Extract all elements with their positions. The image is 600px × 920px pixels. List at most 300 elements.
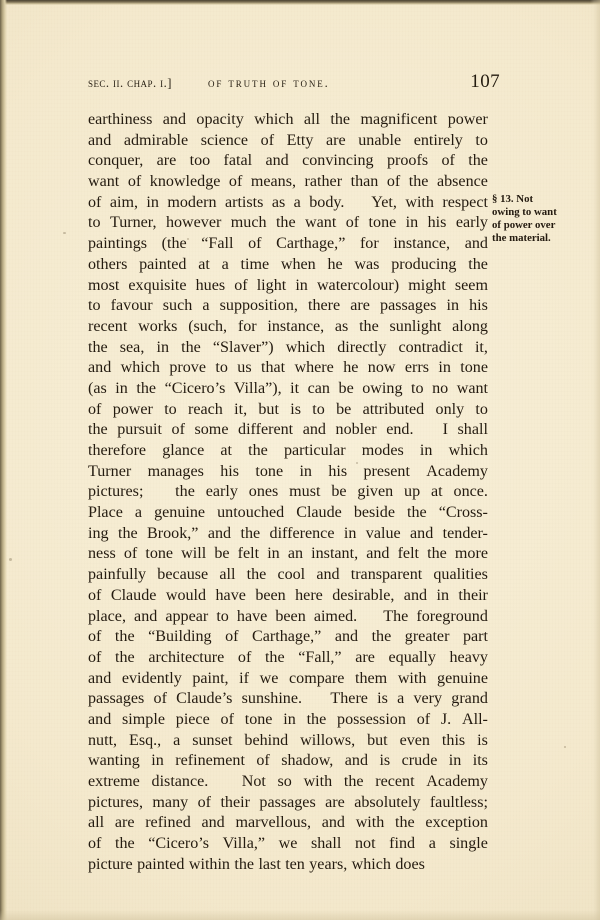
word: appear bbox=[165, 607, 209, 625]
ink-speck bbox=[564, 746, 566, 748]
word: Academy bbox=[426, 462, 488, 480]
word: pursuit bbox=[117, 421, 162, 439]
word: different bbox=[238, 421, 294, 439]
word: the bbox=[408, 173, 429, 191]
word: the bbox=[264, 648, 285, 666]
word: time bbox=[240, 255, 270, 273]
text-line bbox=[88, 193, 488, 214]
word: been bbox=[275, 607, 306, 625]
text-line bbox=[88, 772, 488, 793]
word: the bbox=[468, 255, 488, 273]
word: producing bbox=[391, 255, 457, 273]
text-line bbox=[88, 151, 488, 172]
word: tone bbox=[145, 545, 174, 563]
word: for bbox=[359, 235, 379, 253]
word: such bbox=[162, 297, 193, 315]
word: with bbox=[355, 814, 385, 832]
running-head-section: sec. ii. chap. i.] bbox=[88, 76, 172, 90]
word: “Cross- bbox=[438, 504, 488, 522]
word: The bbox=[383, 607, 409, 625]
word: Turner, bbox=[109, 214, 157, 232]
text-line bbox=[88, 689, 488, 710]
word: painted bbox=[139, 255, 187, 273]
word: (as bbox=[88, 379, 107, 397]
margin-note-line: the material. bbox=[492, 232, 551, 245]
word: others bbox=[88, 255, 128, 273]
word: Claude’s bbox=[176, 690, 233, 708]
word: to bbox=[411, 379, 424, 397]
word: ten bbox=[285, 855, 305, 873]
word: are bbox=[355, 648, 375, 666]
text-line bbox=[88, 793, 488, 814]
word: knowledge bbox=[149, 173, 221, 191]
word: given bbox=[357, 483, 394, 501]
word: ones bbox=[248, 483, 279, 501]
word: There bbox=[330, 690, 368, 708]
word: a bbox=[202, 297, 210, 315]
word: fatal bbox=[223, 152, 253, 170]
word: in bbox=[343, 524, 357, 542]
word: with bbox=[397, 669, 427, 687]
word: transparent bbox=[350, 566, 423, 584]
word: and bbox=[366, 545, 390, 563]
word: no bbox=[432, 379, 449, 397]
word: a bbox=[397, 690, 405, 708]
word: “Slaver”) bbox=[212, 338, 274, 356]
word: of bbox=[386, 173, 401, 191]
word: is bbox=[377, 690, 388, 708]
word: qualities bbox=[433, 566, 488, 584]
word: therefore bbox=[88, 442, 147, 459]
word: in bbox=[146, 193, 159, 211]
word: pictures; bbox=[88, 483, 144, 501]
word: rather bbox=[304, 173, 343, 191]
word: conquer, bbox=[88, 152, 144, 170]
word: nobler bbox=[335, 421, 377, 439]
word: “Cicero’s bbox=[148, 835, 210, 853]
word: which bbox=[254, 111, 294, 128]
word: than bbox=[350, 173, 379, 191]
word: and bbox=[403, 586, 428, 604]
word: greater bbox=[404, 628, 450, 646]
word: of bbox=[234, 276, 248, 294]
word: instant, bbox=[311, 545, 359, 563]
word: nutt, bbox=[88, 731, 118, 749]
word: the bbox=[248, 442, 268, 459]
word: it, bbox=[474, 338, 488, 356]
word: errs bbox=[404, 359, 429, 377]
word: at bbox=[431, 483, 443, 501]
word: but bbox=[367, 731, 388, 749]
word: might bbox=[408, 276, 446, 294]
word: once. bbox=[453, 483, 488, 501]
word: of bbox=[256, 752, 270, 770]
word: “Fall bbox=[201, 235, 234, 253]
word: a bbox=[293, 193, 301, 211]
word: most bbox=[88, 276, 120, 294]
word: and bbox=[162, 111, 186, 128]
word: of bbox=[416, 710, 431, 728]
word: the bbox=[371, 628, 392, 646]
word: present bbox=[363, 462, 410, 480]
word: and bbox=[88, 359, 112, 377]
word: picture bbox=[88, 855, 133, 873]
word: was bbox=[354, 255, 380, 273]
word: does bbox=[395, 855, 425, 873]
word: (the bbox=[161, 235, 187, 253]
word: and bbox=[464, 235, 488, 253]
word: shall bbox=[457, 421, 488, 439]
word: convincing bbox=[302, 152, 374, 170]
text-line bbox=[88, 213, 488, 234]
word: when bbox=[280, 255, 316, 273]
ink-speck bbox=[9, 558, 12, 561]
word: attributed bbox=[362, 400, 425, 418]
word: supposition, bbox=[219, 297, 298, 315]
word: and bbox=[321, 814, 345, 832]
word: means, bbox=[250, 173, 296, 191]
text-line bbox=[88, 503, 488, 524]
word: seem bbox=[454, 276, 488, 294]
word: instance, bbox=[267, 317, 325, 335]
word: find bbox=[389, 835, 416, 853]
word: modes bbox=[361, 442, 404, 459]
word: and bbox=[201, 814, 225, 832]
word: only bbox=[435, 400, 465, 418]
word: paint, bbox=[192, 669, 229, 687]
word: them bbox=[355, 669, 388, 687]
word: in bbox=[283, 710, 296, 728]
word: absence bbox=[436, 173, 488, 191]
text-line bbox=[88, 276, 488, 297]
word: of bbox=[237, 648, 252, 666]
text-line bbox=[88, 420, 488, 441]
word: in bbox=[405, 214, 419, 232]
word: in bbox=[295, 276, 308, 294]
text-line bbox=[88, 813, 488, 834]
word: Villa”), bbox=[233, 379, 282, 397]
word: the bbox=[181, 338, 201, 356]
word: to bbox=[215, 359, 228, 377]
word: an bbox=[287, 545, 304, 563]
word: here bbox=[295, 586, 323, 604]
text-line bbox=[88, 317, 488, 338]
word: are bbox=[325, 793, 345, 811]
word: and bbox=[334, 628, 359, 646]
word: earthiness bbox=[88, 111, 153, 128]
text-line bbox=[88, 565, 488, 586]
word: very bbox=[413, 690, 443, 708]
word: within bbox=[188, 855, 230, 873]
word: be bbox=[338, 379, 354, 397]
word: to bbox=[216, 607, 229, 625]
word: refinement bbox=[175, 752, 245, 770]
word: heavy bbox=[449, 648, 488, 666]
word: prove bbox=[169, 359, 206, 377]
word: a bbox=[221, 255, 229, 273]
word: of bbox=[248, 235, 262, 253]
word: is bbox=[379, 752, 391, 770]
word: owing bbox=[362, 379, 403, 397]
word: the bbox=[330, 111, 351, 128]
word: to bbox=[312, 400, 325, 418]
text-line bbox=[88, 544, 488, 565]
word: and bbox=[265, 152, 289, 170]
word: reach bbox=[188, 400, 223, 418]
word: his bbox=[220, 462, 240, 480]
word: its bbox=[472, 752, 488, 770]
word: entirely bbox=[413, 131, 463, 149]
word: of bbox=[260, 131, 275, 149]
word: part bbox=[462, 628, 488, 646]
word: the bbox=[359, 317, 379, 335]
word: passages bbox=[380, 297, 437, 315]
word: but bbox=[258, 400, 279, 418]
word: of bbox=[88, 628, 102, 646]
word: the bbox=[175, 483, 195, 501]
word: will bbox=[181, 545, 207, 563]
word: foreground bbox=[416, 607, 488, 625]
word: to bbox=[475, 131, 488, 149]
text-line bbox=[88, 400, 488, 421]
word: respect bbox=[442, 193, 488, 211]
word: modern bbox=[167, 193, 217, 211]
word: if bbox=[239, 669, 250, 687]
word: architecture bbox=[148, 648, 225, 666]
word: be bbox=[331, 483, 347, 501]
word: exquisite bbox=[128, 276, 187, 294]
word: which bbox=[351, 855, 391, 873]
word: power bbox=[112, 400, 153, 418]
word: felt bbox=[397, 545, 420, 563]
word: the bbox=[240, 524, 261, 542]
word: simple bbox=[122, 710, 165, 728]
text-line bbox=[88, 524, 488, 545]
word: of bbox=[88, 648, 102, 666]
word: favour bbox=[110, 297, 153, 315]
word: science bbox=[200, 131, 249, 149]
text-line bbox=[88, 338, 488, 359]
word: to bbox=[475, 400, 488, 418]
word: in bbox=[151, 752, 164, 770]
word: Turner bbox=[88, 462, 132, 480]
sentence-gap bbox=[423, 420, 433, 441]
margin-note-line: owing to want bbox=[492, 206, 557, 219]
word: he bbox=[327, 255, 343, 273]
text-line bbox=[88, 379, 488, 400]
word: and bbox=[410, 524, 434, 542]
text-line bbox=[88, 607, 488, 628]
word: so bbox=[277, 773, 292, 790]
text-line bbox=[88, 834, 488, 855]
word: Etty bbox=[286, 131, 314, 149]
word: cool bbox=[277, 566, 306, 584]
word: manages bbox=[147, 462, 204, 480]
text-line bbox=[88, 234, 488, 255]
word: artists bbox=[224, 193, 264, 211]
text-line bbox=[88, 462, 488, 483]
word: is bbox=[477, 731, 488, 749]
word: “Fall,” bbox=[298, 648, 342, 666]
word: the bbox=[407, 504, 427, 522]
word: with bbox=[405, 193, 434, 211]
word: all bbox=[219, 566, 236, 584]
text-line bbox=[88, 731, 488, 752]
word: genuine bbox=[437, 669, 488, 687]
word: the bbox=[343, 773, 364, 790]
word: which bbox=[120, 359, 160, 377]
text-line bbox=[88, 255, 488, 276]
word: the bbox=[88, 338, 108, 356]
text-line bbox=[88, 482, 488, 503]
word: of bbox=[220, 710, 234, 728]
word: absolutely bbox=[354, 793, 421, 811]
word: place, bbox=[88, 607, 126, 625]
word: the bbox=[246, 566, 267, 584]
word: directly bbox=[337, 338, 387, 356]
text-line bbox=[88, 710, 488, 731]
word: Place bbox=[88, 504, 123, 522]
word: as bbox=[334, 317, 349, 335]
word: there bbox=[308, 297, 341, 315]
word: the bbox=[275, 214, 296, 232]
word: which bbox=[448, 442, 488, 459]
word: the bbox=[136, 379, 157, 397]
word: their bbox=[220, 793, 250, 811]
word: early bbox=[455, 214, 488, 232]
word: in bbox=[299, 462, 312, 480]
word: proofs bbox=[386, 152, 429, 170]
word: recent bbox=[375, 773, 415, 790]
word: have bbox=[215, 586, 246, 604]
word: in bbox=[267, 545, 280, 563]
text-line bbox=[88, 131, 488, 152]
word: single bbox=[449, 835, 488, 853]
word: are bbox=[114, 814, 135, 832]
scan-edge-bottom bbox=[0, 910, 600, 920]
word: even bbox=[399, 731, 430, 749]
word: of bbox=[345, 214, 360, 232]
word: extreme bbox=[88, 773, 140, 790]
word: years, bbox=[309, 855, 348, 873]
word: particular bbox=[283, 442, 346, 459]
word: crude bbox=[401, 752, 438, 770]
word: must bbox=[289, 483, 321, 501]
word: this bbox=[441, 731, 466, 749]
word: of bbox=[197, 793, 212, 811]
word: Claude bbox=[296, 504, 342, 522]
word: possession bbox=[337, 710, 406, 728]
word: distance. bbox=[151, 773, 209, 790]
word: exception bbox=[425, 814, 488, 832]
word: all bbox=[88, 814, 105, 832]
word: not bbox=[354, 835, 376, 853]
word: and bbox=[207, 524, 232, 542]
sentence-gap bbox=[353, 193, 363, 214]
word: Academy bbox=[426, 773, 488, 790]
word: along bbox=[452, 317, 488, 335]
margin-note-line: of power over bbox=[492, 219, 556, 232]
word: can bbox=[307, 379, 330, 397]
word: because bbox=[157, 566, 209, 584]
text-line bbox=[88, 751, 488, 772]
word: painted bbox=[137, 855, 185, 873]
word: opacity bbox=[196, 111, 244, 128]
word: compare bbox=[289, 669, 345, 687]
word: the bbox=[115, 835, 135, 853]
word: to bbox=[88, 297, 101, 315]
word: want bbox=[305, 214, 337, 232]
word: in bbox=[448, 752, 462, 770]
word: equally bbox=[388, 648, 436, 666]
word: desirable, bbox=[332, 586, 395, 604]
sentence-gap bbox=[220, 772, 230, 793]
word: of bbox=[88, 835, 102, 853]
word: the bbox=[234, 855, 255, 873]
word: been bbox=[255, 586, 286, 604]
scan-edge-right bbox=[590, 0, 600, 920]
word: faultless; bbox=[429, 793, 488, 811]
word: evidently bbox=[121, 669, 182, 687]
word: passages bbox=[259, 793, 316, 811]
word: which bbox=[285, 338, 326, 356]
margin-note-line: § 13. Not bbox=[492, 193, 534, 205]
text-line bbox=[88, 669, 488, 690]
word: ness bbox=[88, 545, 116, 563]
word: refined bbox=[145, 814, 191, 832]
sentence-gap bbox=[365, 607, 375, 628]
margin-note bbox=[492, 193, 596, 245]
word: too bbox=[189, 152, 211, 170]
word: last bbox=[258, 855, 281, 873]
text-line bbox=[88, 172, 488, 193]
word: difference bbox=[269, 524, 335, 542]
word: the bbox=[395, 814, 415, 832]
word: of bbox=[228, 173, 243, 191]
word: “Building bbox=[148, 628, 212, 646]
word: the bbox=[468, 152, 488, 170]
word: sea, bbox=[119, 338, 145, 356]
word: we bbox=[259, 669, 279, 687]
word: watercolour) bbox=[316, 276, 400, 294]
word: tone bbox=[244, 710, 273, 728]
word: beside bbox=[353, 504, 395, 522]
word: I bbox=[442, 421, 448, 439]
word: early bbox=[205, 483, 238, 501]
word: of bbox=[88, 586, 102, 604]
word: is bbox=[290, 400, 301, 418]
word: at bbox=[220, 442, 232, 459]
word: many bbox=[152, 793, 189, 811]
word: in bbox=[438, 359, 451, 377]
word: of bbox=[441, 152, 455, 170]
word: and bbox=[316, 566, 340, 584]
word: the bbox=[88, 421, 108, 439]
word: a bbox=[428, 835, 436, 853]
word: all bbox=[303, 111, 320, 128]
word: pictures, bbox=[88, 793, 143, 811]
word: are bbox=[326, 131, 346, 149]
word: the bbox=[114, 628, 135, 646]
word: passages bbox=[88, 690, 145, 708]
word: in bbox=[419, 442, 433, 459]
word: and bbox=[88, 669, 112, 687]
word: contradict bbox=[398, 338, 463, 356]
word: his bbox=[328, 462, 348, 480]
word: of bbox=[225, 628, 239, 646]
word: the bbox=[117, 524, 138, 542]
word: tone bbox=[255, 462, 284, 480]
